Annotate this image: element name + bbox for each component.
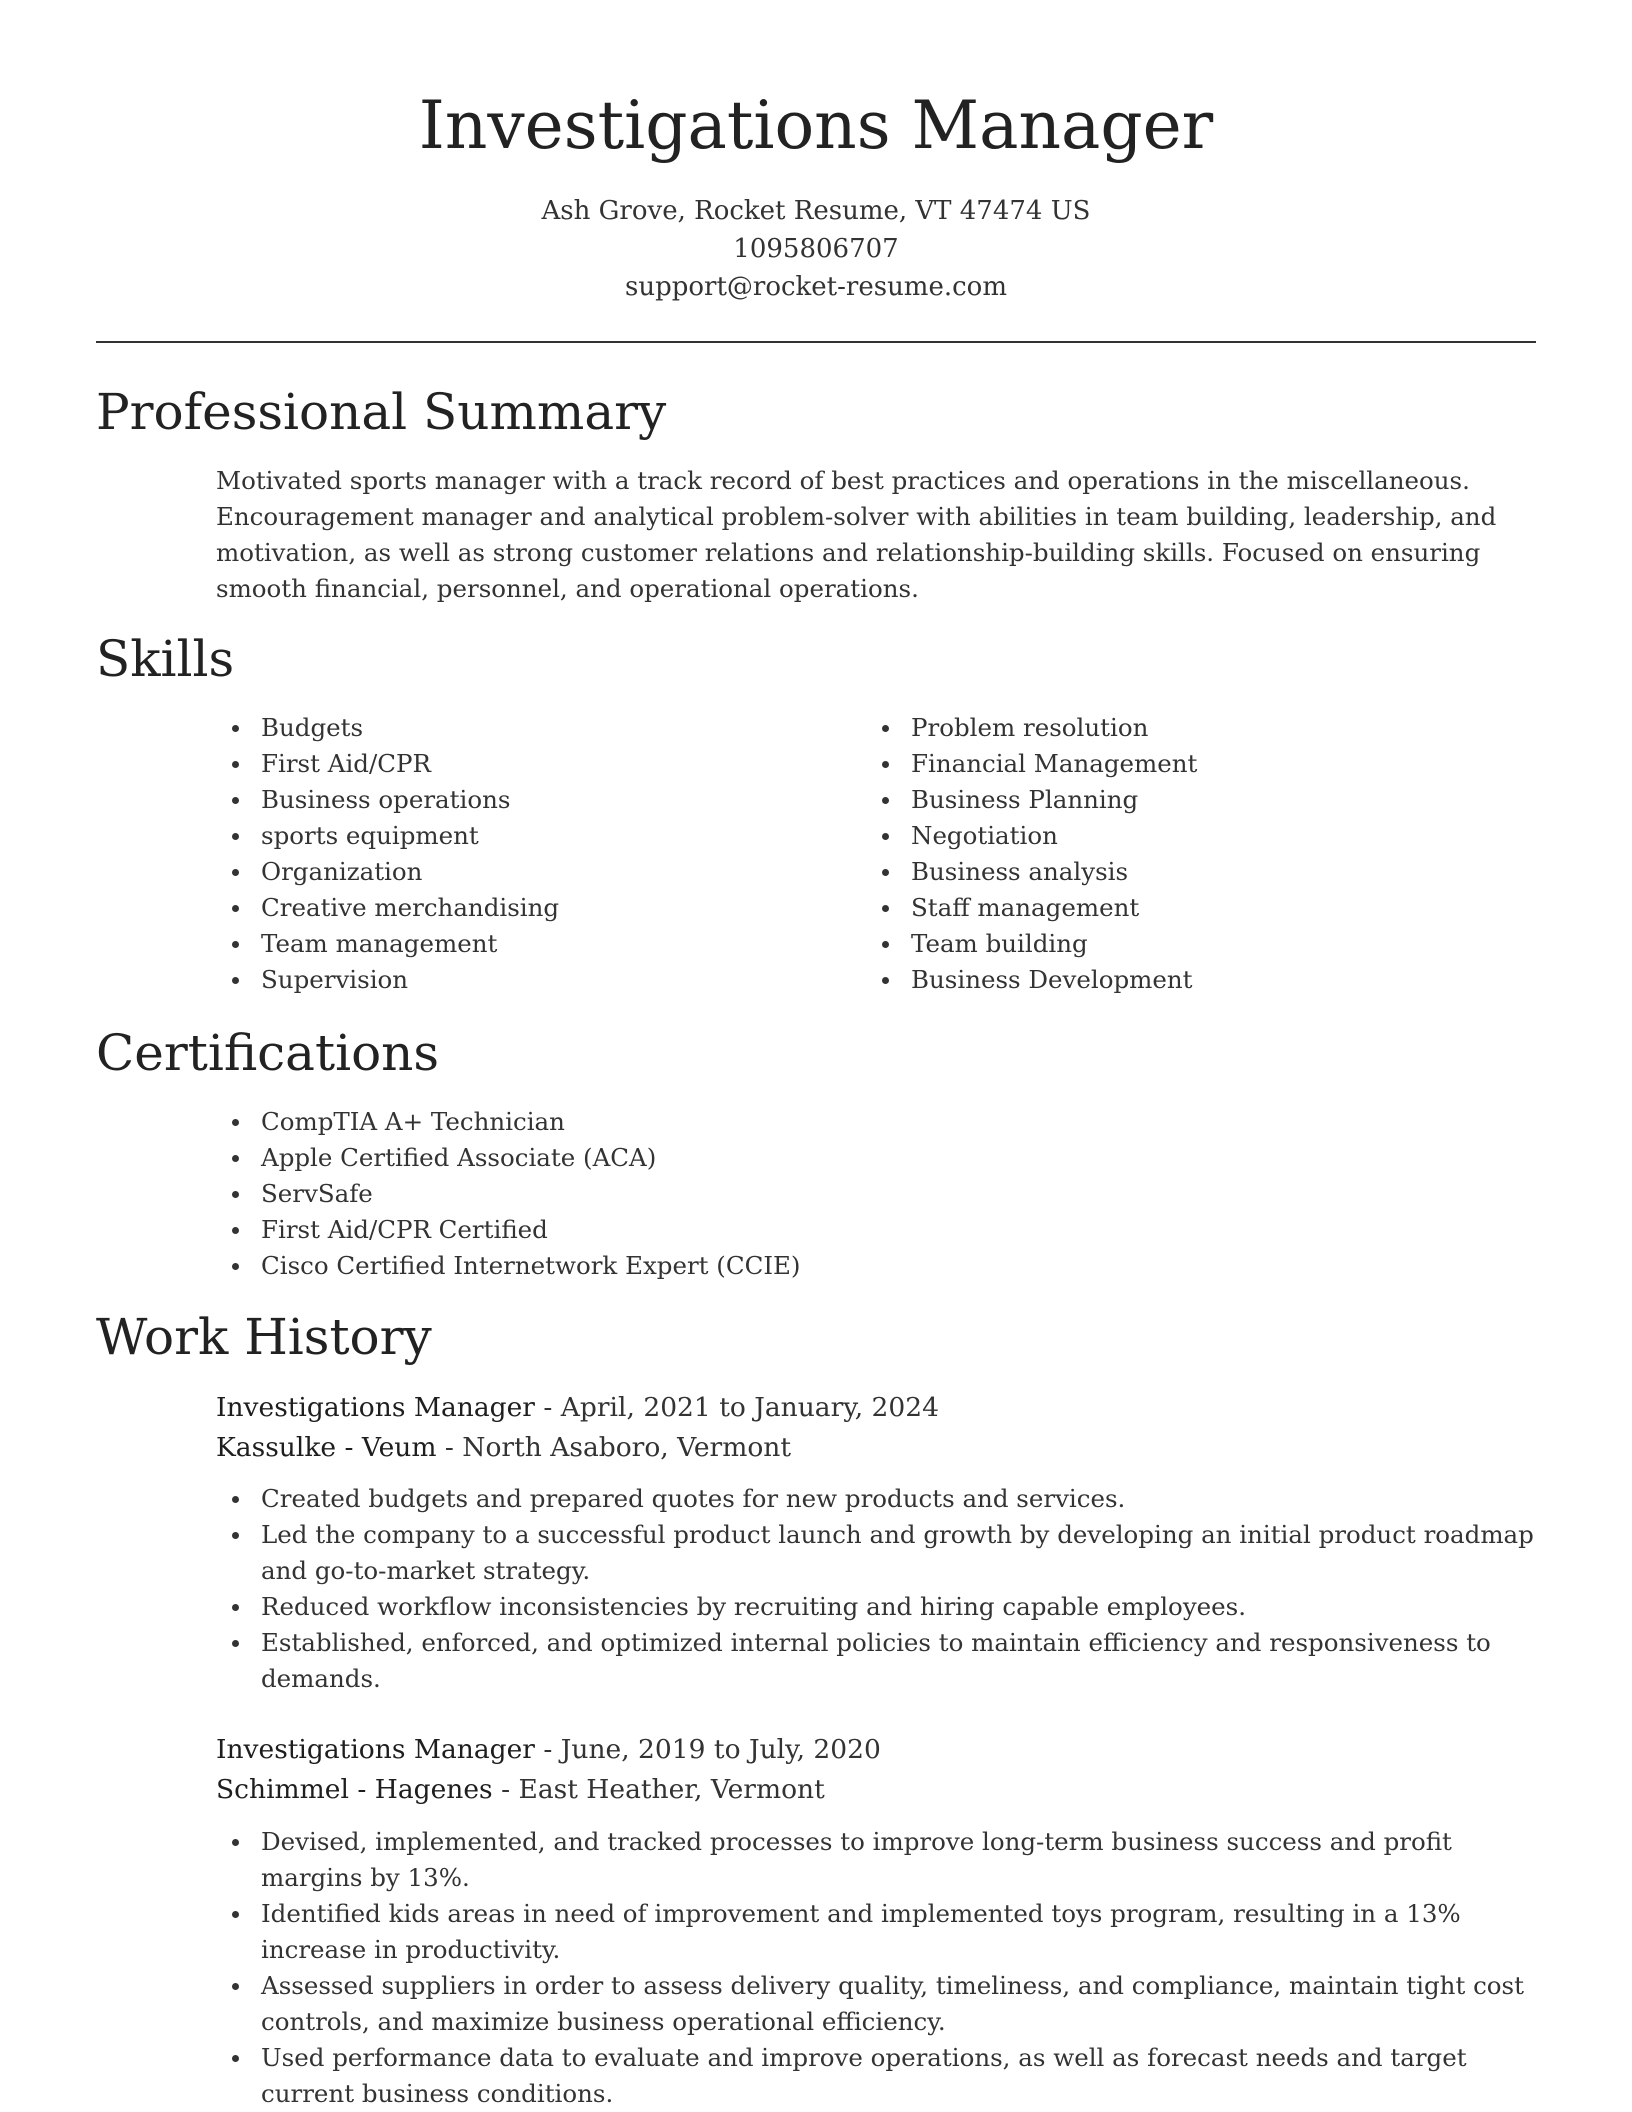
skill-item: Business Planning bbox=[866, 782, 1466, 818]
job-bullet: Devised, implemented, and tracked processes to improve long-term business success and profit margins by 13%. bbox=[216, 1824, 1546, 1896]
candidate-name: Investigations Manager bbox=[418, 87, 1214, 164]
certification-item: ServSafe bbox=[216, 1176, 1116, 1212]
skill-item: Organization bbox=[216, 854, 816, 890]
skills-list-left bbox=[216, 710, 816, 998]
work-history-heading: Work History bbox=[96, 1308, 432, 1366]
skill-item: Staff management bbox=[866, 890, 1466, 926]
skill-item: Supervision bbox=[216, 962, 816, 998]
job-bullet: Assessed suppliers in order to assess delivery quality, timeliness, and compliance, maintain tight cost controls, and maximize business operational efficiency. bbox=[216, 1968, 1546, 2040]
job-company: Schimmel - Hagenes bbox=[216, 1774, 493, 1805]
summary-heading: Professional Summary bbox=[96, 383, 667, 441]
skill-item: Business analysis bbox=[866, 854, 1466, 890]
header-divider bbox=[96, 341, 1536, 343]
job-bullet: Created budgets and prepared quotes for new products and services. bbox=[216, 1481, 1546, 1517]
job-bullet: Led the company to a successful product launch and growth by developing an initial product roadmap and go-to-market strategy. bbox=[216, 1517, 1546, 1589]
certification-item: CompTIA A+ Technician bbox=[216, 1104, 1116, 1140]
job-location: - East Heather, Vermont bbox=[492, 1774, 825, 1805]
skill-item: Business operations bbox=[216, 782, 816, 818]
skills-list-right bbox=[866, 710, 1466, 998]
contact-email: support@rocket-resume.com bbox=[624, 272, 1007, 302]
job-dates: - April, 2021 to January, 2024 bbox=[534, 1392, 939, 1423]
job-bullet: Identified kids areas in need of improvement and implemented toys program, resulting in a 13% increase in productivity. bbox=[216, 1896, 1546, 1968]
skill-item: sports equipment bbox=[216, 818, 816, 854]
skill-item: Negotiation bbox=[866, 818, 1466, 854]
skill-item: First Aid/CPR bbox=[216, 746, 816, 782]
skill-item: Business Development bbox=[866, 962, 1466, 998]
job-title: Investigations Manager bbox=[216, 1392, 535, 1423]
job-company: Kassulke - Veum bbox=[216, 1432, 437, 1463]
summary-text: Motivated sports manager with a track record of best practices and operations in the miscellaneous. Encouragement manager and analytical problem-solver with abilities in team building, leadership, and motivation, as well as strong customer relations and relationship-building skills. Focused on ensuring smooth financial, personnel, and operational operations. bbox=[216, 466, 1497, 603]
skill-item: Budgets bbox=[216, 710, 816, 746]
job-dates: - June, 2019 to July, 2020 bbox=[534, 1734, 881, 1765]
job-bullet: Used performance data to evaluate and improve operations, as well as forecast needs and target current business conditions. bbox=[216, 2040, 1546, 2112]
certification-item: Apple Certified Associate (ACA) bbox=[216, 1140, 1116, 1176]
skill-item: Problem resolution bbox=[866, 710, 1466, 746]
certification-item: First Aid/CPR Certified bbox=[216, 1212, 1116, 1248]
contact-address: Ash Grove, Rocket Resume, VT 47474 US bbox=[541, 196, 1091, 226]
job-title-line bbox=[216, 1388, 939, 1428]
job-company-line bbox=[216, 1428, 791, 1468]
skill-item: Team management bbox=[216, 926, 816, 962]
job-location: - North Asaboro, Vermont bbox=[436, 1432, 791, 1463]
contact-phone: 1095806707 bbox=[733, 234, 899, 264]
job-bullet-list bbox=[216, 1824, 1546, 2112]
certifications-heading: Certifications bbox=[96, 1024, 440, 1082]
certification-item: Cisco Certified Internetwork Expert (CCIE) bbox=[216, 1248, 1116, 1284]
resume-header bbox=[96, 84, 1536, 306]
skill-item: Creative merchandising bbox=[216, 890, 816, 926]
job-bullet: Reduced workflow inconsistencies by recruiting and hiring capable employees. bbox=[216, 1589, 1546, 1625]
job-title: Investigations Manager bbox=[216, 1734, 535, 1765]
skill-item: Team building bbox=[866, 926, 1466, 962]
job-company-line bbox=[216, 1770, 825, 1810]
certifications-list bbox=[216, 1104, 1116, 1284]
job-title-line bbox=[216, 1730, 881, 1770]
skill-item: Financial Management bbox=[866, 746, 1466, 782]
job-bullet: Established, enforced, and optimized internal policies to maintain efficiency and responsiveness to demands. bbox=[216, 1625, 1546, 1697]
job-bullet-list bbox=[216, 1481, 1546, 1697]
skills-heading: Skills bbox=[96, 630, 235, 688]
